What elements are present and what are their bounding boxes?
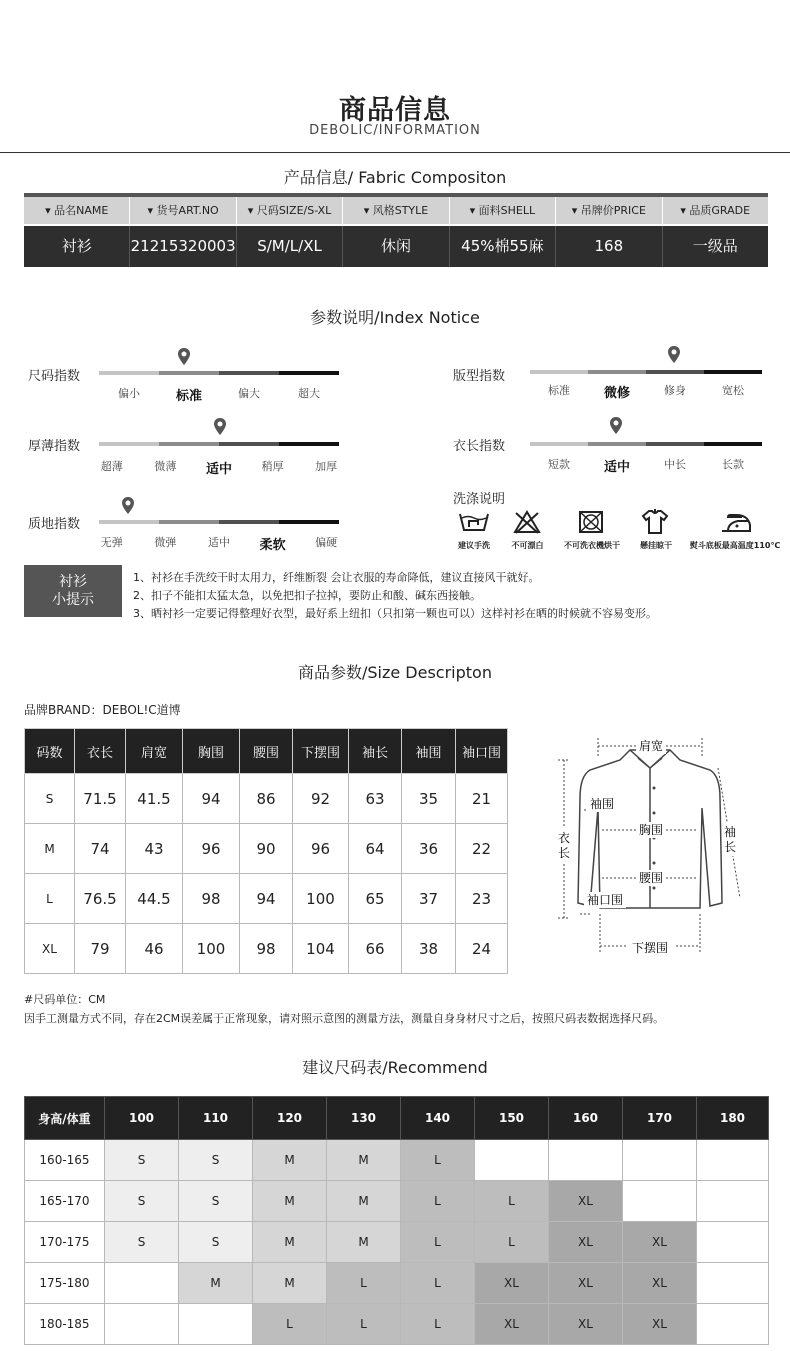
recommend-size-cell: L	[327, 1263, 401, 1304]
size-cell: 41.5	[126, 774, 183, 824]
scale-option: 超薄	[100, 460, 123, 473]
tip-line: 3、晒衬衫一定要记得整理好衣型，最好系上纽扣（只扣第一颗也可以）这样衬衫在晒的时候就不容易变形。	[133, 607, 657, 620]
size-header-cell: 腰围	[240, 729, 293, 774]
thickness-index-label: 厚薄指数	[28, 439, 81, 454]
size-index-label: 尺码指数	[28, 369, 81, 384]
size-cell: 21	[456, 774, 508, 824]
fabric-value-cell: 休闲	[342, 226, 448, 267]
recommend-row	[25, 1263, 769, 1304]
fit-index-label: 版型指数	[453, 369, 506, 384]
recommend-size-cell: XL	[623, 1222, 697, 1263]
scale-option: 无弹	[100, 536, 123, 549]
scale-option: 偏大	[238, 387, 260, 400]
recommend-size-cell: L	[253, 1304, 327, 1345]
scale-option: 微薄	[154, 460, 177, 473]
size-cell: 38	[402, 924, 456, 974]
iron-icon	[720, 511, 752, 533]
texture-index-scale	[99, 520, 339, 524]
weight-header-cell: 160	[549, 1097, 623, 1140]
size-cell: 86	[240, 774, 293, 824]
scale-option: 微弹	[154, 536, 177, 549]
scale-option-selected: 标准	[175, 389, 202, 404]
fabric-value-cell: 45%棉55麻	[449, 226, 555, 267]
scale-option-selected: 适中	[205, 462, 232, 477]
shoulder-label: 肩宽	[638, 739, 664, 753]
length-index-options	[530, 456, 762, 475]
fabric-section-title: 产品信息/ Fabric Compositon	[283, 168, 507, 187]
recommend-size-cell: XL	[623, 1263, 697, 1304]
recommend-size-cell: XL	[549, 1222, 623, 1263]
tips-badge-line: 衬衫	[59, 574, 87, 590]
recommend-size-cell	[105, 1304, 179, 1345]
recommend-row	[25, 1181, 769, 1222]
recommend-size-cell: XL	[549, 1263, 623, 1304]
location-pin-icon	[121, 497, 135, 515]
tip-line: 2、扣子不能扣太猛太急，以免把扣子拉掉，要防止和酸、碱东西接触。	[133, 589, 481, 602]
recommend-size-cell	[697, 1140, 769, 1181]
size-cell: 43	[126, 824, 183, 874]
weight-header-cell: 170	[623, 1097, 697, 1140]
size-cell: 65	[349, 874, 402, 924]
size-cell: 76.5	[75, 874, 126, 924]
size-section-title: 商品参数/Size Descripton	[297, 663, 492, 682]
brand-label: 品牌BRAND：DEBOL!C道博	[24, 703, 181, 717]
wash-label: 不可洗衣機烘干	[564, 541, 620, 550]
scale-option: 宽松	[722, 384, 744, 397]
fabric-value-cell: 168	[555, 226, 661, 267]
size-cell: 96	[183, 824, 240, 874]
location-pin-icon	[667, 346, 681, 364]
recommend-size-cell: M	[327, 1222, 401, 1263]
wash-label: 熨斗底板最高温度110℃	[689, 541, 781, 550]
scale-option: 偏硬	[315, 536, 338, 549]
size-cell: 100	[183, 924, 240, 974]
chest-label: 胸围	[638, 823, 664, 837]
size-header-cell: 袖长	[349, 729, 402, 774]
weight-header-cell: 150	[475, 1097, 549, 1140]
scale-option: 标准	[548, 384, 570, 397]
thickness-index-scale	[99, 442, 339, 446]
size-cell: L	[25, 874, 75, 924]
recommend-size-cell: L	[475, 1222, 549, 1263]
recommend-size-cell: L	[401, 1181, 475, 1222]
shirt-measure-diagram	[550, 728, 750, 968]
no-tumble-dry-icon	[578, 510, 604, 534]
hand-wash-icon	[458, 510, 490, 534]
tip-line: 1、衬衫在手洗绞干时太用力，纤维断裂 会让衣服的寿命降低，建议直接风干就好。	[133, 571, 540, 584]
texture-index-options	[85, 534, 353, 553]
size-cell: 63	[349, 774, 402, 824]
recommend-size-cell: M	[253, 1263, 327, 1304]
size-table-row	[25, 874, 508, 924]
fabric-value-cell: 衬衫	[61, 237, 92, 255]
size-cell: 92	[293, 774, 349, 824]
wash-title: 洗涤说明	[453, 492, 506, 507]
recommend-size-cell: XL	[623, 1304, 697, 1345]
location-pin-icon	[177, 348, 191, 366]
fabric-value-cell: 一级品	[662, 226, 768, 267]
height-cell: 160-165	[25, 1140, 105, 1181]
weight-header-cell: 110	[179, 1097, 253, 1140]
location-pin-icon	[609, 417, 623, 435]
recommend-size-cell	[179, 1304, 253, 1345]
fabric-header-cell: ▾ 风格STYLE	[342, 197, 448, 224]
size-index-scale	[99, 371, 339, 375]
recommend-size-cell: M	[179, 1263, 253, 1304]
recommend-size-cell: M	[327, 1181, 401, 1222]
length-label: 衣	[557, 831, 571, 845]
sleeve-length-label: 袖	[723, 825, 737, 839]
tips-badge-line: 小提示	[52, 592, 94, 608]
recommend-size-cell: S	[105, 1222, 179, 1263]
length-index-scale	[530, 442, 762, 446]
size-table-row	[25, 774, 508, 824]
size-cell: 36	[402, 824, 456, 874]
size-cell: 96	[293, 824, 349, 874]
index-section-title: 参数说明/Index Notice	[310, 308, 480, 327]
weight-header-cell: 130	[327, 1097, 401, 1140]
recommend-row	[25, 1222, 769, 1263]
recommend-size-cell: L	[401, 1263, 475, 1304]
scale-option: 长款	[722, 458, 744, 471]
size-cell: 104	[293, 924, 349, 974]
location-pin-icon	[213, 418, 227, 436]
fabric-header-cell: ▾ 货号ART.NO	[129, 197, 235, 224]
cuff-label: 袖口围	[586, 893, 624, 907]
recommend-size-cell	[697, 1263, 769, 1304]
size-cell: S	[25, 774, 75, 824]
size-cell: 66	[349, 924, 402, 974]
size-cell: 98	[240, 924, 293, 974]
height-cell: 180-185	[25, 1304, 105, 1345]
size-cell: XL	[25, 924, 75, 974]
recommend-size-cell	[697, 1304, 769, 1345]
size-table-row	[25, 824, 508, 874]
fabric-header-cell: ▾ 吊牌价PRICE	[555, 197, 661, 224]
sleeve-length-label: 长	[723, 840, 737, 854]
size-cell: 94	[183, 774, 240, 824]
recommend-size-cell: L	[401, 1140, 475, 1181]
thickness-index-options	[85, 458, 353, 477]
size-cell: 71.5	[75, 774, 126, 824]
recommend-size-cell: S	[105, 1140, 179, 1181]
fit-index-options	[530, 382, 762, 401]
scale-option: 适中	[207, 536, 230, 549]
recommend-size-cell	[475, 1140, 549, 1181]
recommend-size-cell: S	[105, 1181, 179, 1222]
recommend-size-cell: L	[475, 1181, 549, 1222]
wash-label: 懸挂晾干	[640, 541, 672, 550]
wash-label: 建议手洗	[458, 541, 490, 550]
length-index-label: 衣长指数	[453, 439, 506, 454]
size-cell: M	[25, 824, 75, 874]
scale-option: 超大	[298, 387, 320, 400]
size-table-row	[25, 924, 508, 974]
fabric-header-cell: ▾ 面料SHELL	[449, 197, 555, 224]
waist-label: 腰围	[638, 871, 664, 885]
recommend-size-cell: L	[327, 1304, 401, 1345]
fabric-value-cell: 21215320003	[129, 226, 235, 267]
recommend-row	[25, 1140, 769, 1181]
recommend-table	[24, 1096, 769, 1345]
sleeve-girth-label: 袖围	[589, 797, 615, 811]
hang-dry-icon	[641, 509, 669, 535]
recommend-corner-cell: 身高/体重	[25, 1097, 105, 1140]
fabric-header-row	[24, 193, 768, 224]
recommend-size-cell	[697, 1181, 769, 1222]
size-table-header	[25, 729, 508, 774]
hem-label: 下摆围	[631, 941, 669, 955]
fabric-header-cell: ▾ 尺码SIZE/S-XL	[236, 197, 342, 224]
wash-label: 不可漂白	[511, 541, 544, 550]
no-bleach-icon	[513, 510, 541, 534]
size-cell: 100	[293, 874, 349, 924]
size-cell: 98	[183, 874, 240, 924]
scale-option-selected: 适中	[603, 460, 630, 475]
size-header-cell: 肩宽	[126, 729, 183, 774]
recommend-size-cell: L	[401, 1304, 475, 1345]
size-cell: 94	[240, 874, 293, 924]
scale-option-selected: 微修	[603, 386, 630, 401]
unit-note: #尺码单位：CM	[24, 993, 106, 1006]
measure-note: 因手工测量方式不同，存在2CM误差属于正常现象，请对照示意图的测量方法，测量自身身材尺寸之后，按照尺码表数据选择尺码。	[24, 1012, 665, 1025]
page-subtitle: DEBOLIC/INFORMATION	[309, 123, 481, 138]
size-index-options	[99, 385, 339, 404]
recommend-size-cell	[623, 1140, 697, 1181]
scale-option: 稍厚	[261, 460, 284, 473]
size-table	[24, 728, 508, 974]
tips-badge	[24, 565, 122, 617]
texture-index-label: 质地指数	[28, 517, 81, 532]
recommend-size-cell	[105, 1263, 179, 1304]
scale-option: 加厚	[315, 460, 338, 473]
scale-option: 短款	[548, 458, 570, 471]
size-cell: 64	[349, 824, 402, 874]
size-cell: 23	[456, 874, 508, 924]
size-header-cell: 衣长	[75, 729, 126, 774]
scale-option-selected: 柔软	[259, 538, 286, 553]
fabric-header-cell: ▾ 品质GRADE	[662, 197, 768, 224]
page-title: 商品信息	[339, 95, 451, 126]
size-cell: 90	[240, 824, 293, 874]
header-divider	[0, 152, 790, 153]
size-cell: 22	[456, 824, 508, 874]
height-cell: 170-175	[25, 1222, 105, 1263]
fabric-value-cell: S/M/L/XL	[236, 226, 342, 267]
recommend-size-cell: M	[253, 1181, 327, 1222]
size-cell: 37	[402, 874, 456, 924]
weight-header-cell: 120	[253, 1097, 327, 1140]
weight-header-cell: 140	[401, 1097, 475, 1140]
recommend-section-title: 建议尺码表/Recommend	[302, 1058, 488, 1077]
recommend-size-cell: XL	[549, 1181, 623, 1222]
size-cell: 44.5	[126, 874, 183, 924]
size-cell: 35	[402, 774, 456, 824]
recommend-size-cell: XL	[475, 1263, 549, 1304]
recommend-size-cell: S	[179, 1140, 253, 1181]
size-header-cell: 袖口围	[456, 729, 508, 774]
recommend-row	[25, 1304, 769, 1345]
recommend-size-cell: M	[253, 1140, 327, 1181]
length-label: 长	[557, 846, 571, 860]
size-header-cell: 袖围	[402, 729, 456, 774]
weight-header-cell: 100	[105, 1097, 179, 1140]
size-cell: 46	[126, 924, 183, 974]
recommend-size-cell	[623, 1181, 697, 1222]
recommend-size-cell: S	[179, 1181, 253, 1222]
size-header-cell: 码数	[25, 729, 75, 774]
height-cell: 165-170	[25, 1181, 105, 1222]
recommend-header-row	[25, 1097, 769, 1140]
size-header-cell: 胸围	[183, 729, 240, 774]
size-cell: 74	[75, 824, 126, 874]
recommend-size-cell: S	[179, 1222, 253, 1263]
scale-option: 修身	[664, 384, 686, 397]
recommend-size-cell: XL	[549, 1304, 623, 1345]
weight-header-cell: 180	[697, 1097, 769, 1140]
recommend-size-cell: M	[327, 1140, 401, 1181]
fabric-header-cell: ▾ 品名NAME	[45, 204, 109, 217]
recommend-size-cell	[697, 1222, 769, 1263]
size-cell: 24	[456, 924, 508, 974]
recommend-size-cell	[549, 1140, 623, 1181]
size-cell: 79	[75, 924, 126, 974]
recommend-size-cell: M	[253, 1222, 327, 1263]
size-header-cell: 下摆围	[293, 729, 349, 774]
height-cell: 175-180	[25, 1263, 105, 1304]
recommend-size-cell: XL	[475, 1304, 549, 1345]
recommend-size-cell: L	[401, 1222, 475, 1263]
scale-option: 偏小	[118, 387, 140, 400]
scale-option: 中长	[664, 458, 686, 471]
fit-index-scale	[530, 370, 762, 374]
fabric-value-row	[24, 226, 768, 267]
